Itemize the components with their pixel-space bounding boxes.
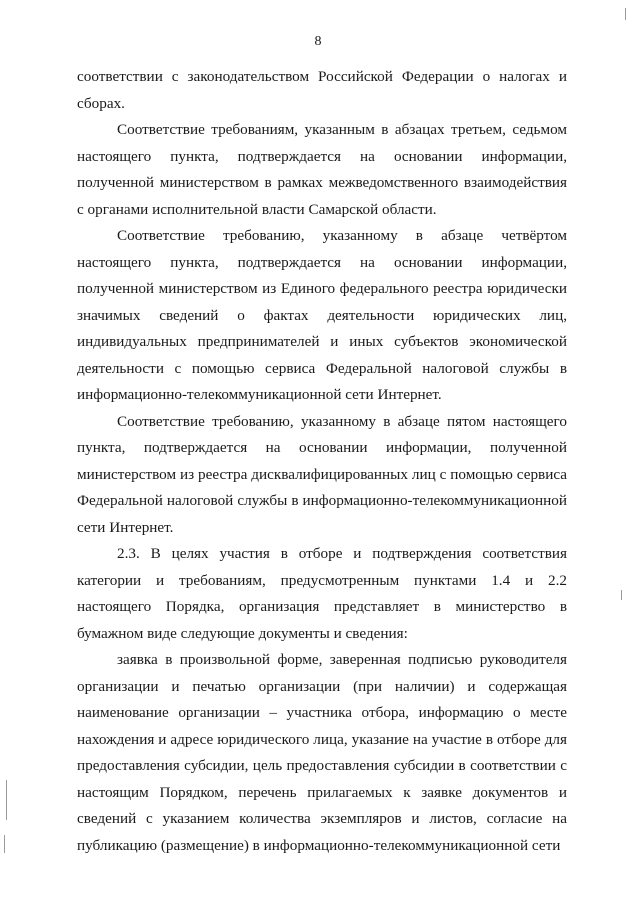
- paragraph-section-2-3: 2.3. В целях участия в отборе и подтверждения соответствия категории и требованиям, предусмотренным пунктами 1.4 и 2.2 настоящего Порядка, организация представляет в министерство в бумажном виде следующие документы и сведения:: [77, 545, 567, 642]
- scan-artifact: [625, 8, 626, 20]
- paragraph: Соответствие требованию, указанному в абзаце четвёртом настоящего пункта, подтверждается на основании информации, полученной министерством из Единого федерального реестра юридически значимых сведений о фактах деятельности юридических лиц, индивидуальных предпринимателей и иных субъектов экономической деятельности с помощью сервиса Федеральной налоговой службы в информационно-телекоммуникационной сети Интернет.: [77, 227, 567, 403]
- paragraph: Соответствие требованию, указанному в абзаце пятом настоящего пункта, подтверждается на основании информации, полученной министерством из реестра дисквалифицированных лиц с помощью сервиса Федеральной налоговой службы в информационно-телекоммуникационной сети Интернет.: [77, 412, 567, 536]
- paragraph: Соответствие требованиям, указанным в абзацах третьем, седьмом настоящего пункта, подтверждается на основании информации, полученной министерством в рамках межведомственного взаимодействия с органами исполнительной власти Самарской области.: [77, 121, 567, 218]
- scan-artifact: [6, 780, 7, 820]
- paragraph-continuation: соответствии с законодательством Российской Федерации о налогах и сборах.: [77, 68, 567, 112]
- scan-artifact: [621, 590, 622, 600]
- scan-artifact: [4, 835, 5, 853]
- paragraph: заявка в произвольной форме, заверенная подписью руководителя организации и печатью организации (при наличии) и содержащая наименование организации – участника отбора, информацию о месте нахождения и адресе юридического лица, указание на участие в отборе для предоставления субсидии, цель предоставления субсидии в соответствии с настоящим Порядком, перечень прилагаемых к заявке документов и сведений с указанием количества экземпляров и листов, согласие на публикацию (размещение) в информационно-телекоммуникационной сети: [77, 651, 567, 854]
- page-number: 8: [314, 34, 322, 49]
- document-body: [77, 64, 567, 859]
